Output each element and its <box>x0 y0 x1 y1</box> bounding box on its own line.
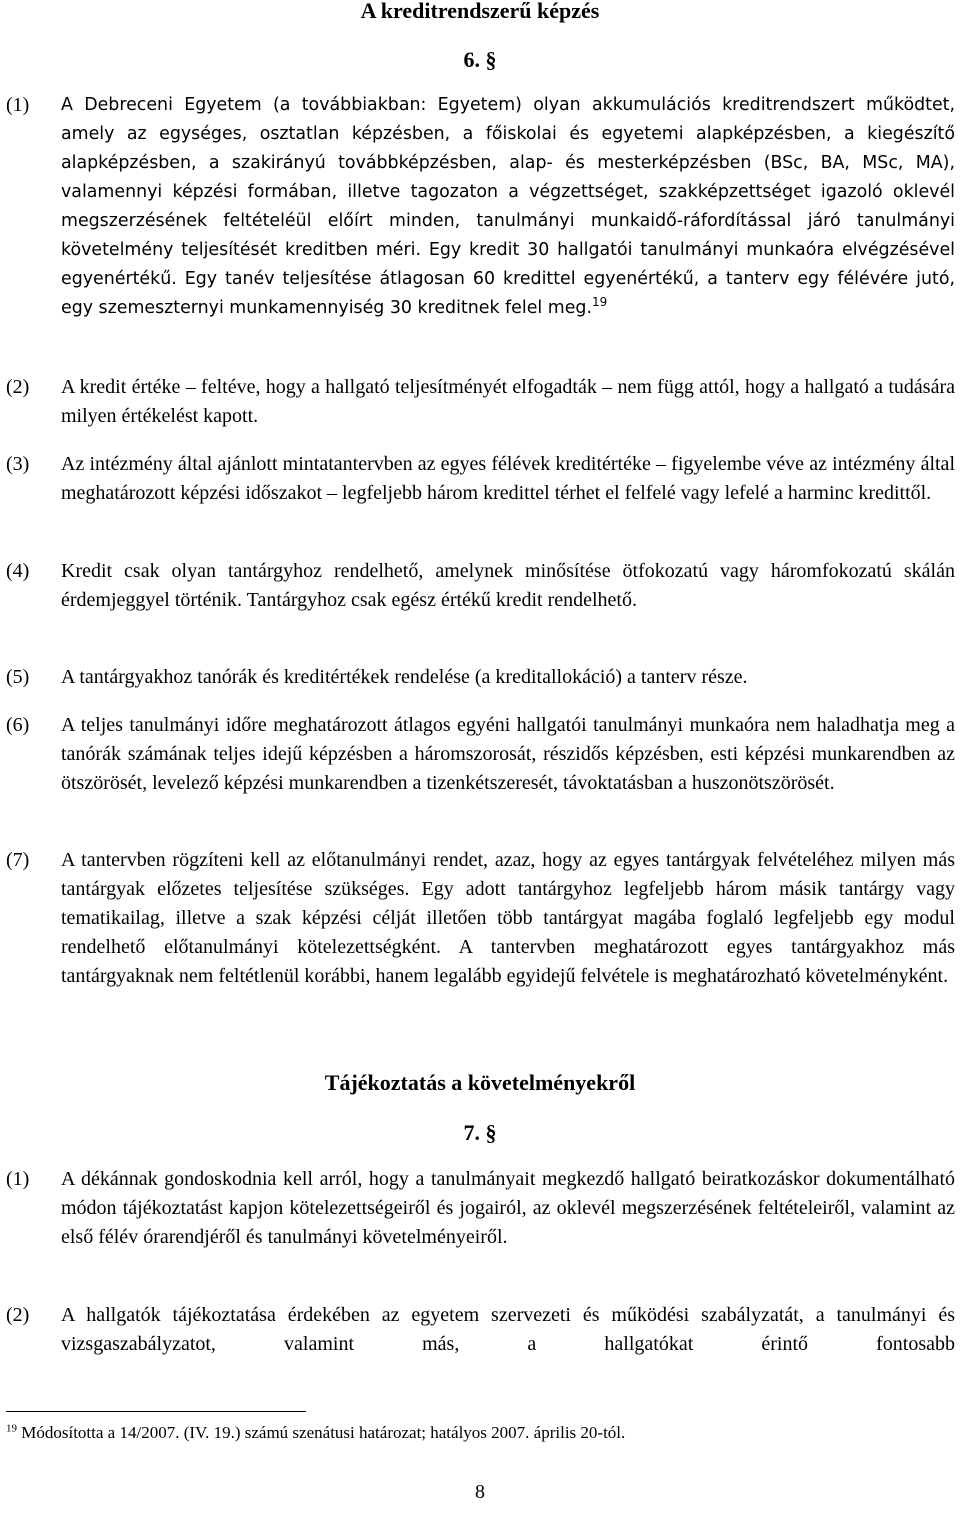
section-7-label: 7. § <box>463 1120 497 1145</box>
paragraph-number: (3) <box>6 453 30 475</box>
paragraph-number: (2) <box>6 376 30 398</box>
section-7-heading: Tájékoztatás a követelményekről <box>324 1070 636 1095</box>
paragraph-text: A teljes tanulmányi időre meghatározott átlagos egyéni hallgatói tanulmányi munkaóra nem haladhatja meg a tanórák számának teljes idejű képzésben a háromszorosát, részidős képzésben, esti képzési munkarendben az ötszörösét, levelező képzési munkarendben a tizenkétszeresét, távoktatásban a huszonötszörösét. <box>61 714 955 794</box>
paragraph-text <box>61 91 955 323</box>
paragraph-number: (5) <box>6 666 30 688</box>
paragraph-text: Az intézmény által ajánlott mintatantervben az egyes félévek kreditértéke – figyelembe véve az intézmény által meghatározott képzési időszakot – legfeljebb három kredittel térhet el felfelé vagy lefelé a harminc kredittől. <box>61 453 955 504</box>
paragraph-text: A hallgatók tájékoztatása érdekében az egyetem szervezeti és működési szabályzatát, a tanulmányi és vizsgaszabályzatot, valamint más, a hallgatókat érintő fontosabb <box>61 1304 955 1355</box>
page-number: 8 <box>475 1481 485 1503</box>
section-6-label: 6. § <box>463 47 497 72</box>
paragraph-number: (6) <box>6 714 30 736</box>
paragraph-number: (4) <box>6 560 30 582</box>
footnote-mark: 19 <box>6 1422 17 1435</box>
paragraph-body: A Debreceni Egyetem (a továbbiakban: Egyetem) olyan akkumulációs kreditrendszert működtet, amely az egységes, osztatlan képzésben, a főiskolai és egyetemi alapképzésben, a kiegészítő alapképzésben, a szakirányú továbbképzésben, alap- és mesterképzésben (BSc, BA, MSc, MA), valamennyi képzési formában, illetve tagozaton a végzettséget, szakképzettséget igazoló oklevél megszerzésének feltételéül előírt minden, tanulmányi munkaidő-ráfordítással járó tanulmányi követelmény teljesítését kreditben méri. Egy kredit 30 hallgatói tanulmányi munkaóra elvégzésével egyenértékű. Egy tanév teljesítése átlagosan 60 kredittel egyenértékű, a tanterv egy félévére jutó, egy szemeszternyi munkamennyiség 30 kreditnek felel meg. <box>61 95 955 318</box>
paragraph-number: (7) <box>6 849 30 871</box>
paragraph-text: A tantárgyakhoz tanórák és kreditértékek rendelése (a kreditallokáció) a tanterv része. <box>61 666 748 688</box>
paragraph-text: A kredit értéke – feltéve, hogy a hallgató teljesítményét elfogadták – nem függ attól, hogy a hallgató a tudására milyen értékelést kapott. <box>61 376 955 427</box>
paragraph-text: A dékánnak gondoskodnia kell arról, hogy a tanulmányait megkezdő hallgató beiratkozáskor dokumentálható módon tájékoztatást kapjon kötelezettségeiről és jogairól, az oklevél megszerzésének feltételeiről, valamint az első félév órarendjéről és tanulmányi követelményeiről. <box>61 1168 955 1248</box>
paragraph-number: (1) <box>6 94 30 116</box>
paragraph-number: (1) <box>6 1168 30 1190</box>
paragraph-text: Kredit csak olyan tantárgyhoz rendelhető, amelynek minősítése ötfokozatú vagy háromfokozatú skálán érdemjeggyel történik. Tantárgyhoz csak egész értékű kredit rendelhető. <box>61 560 955 611</box>
footnote-divider <box>6 1411 306 1412</box>
paragraph-text: A tantervben rögzíteni kell az előtanulmányi rendet, azaz, hogy az egyes tantárgyak felvételéhez milyen más tantárgyak előzetes teljesítése szükséges. Egy adott tantárgyhoz legfeljebb három másik tantárgy vagy tematikailag, illetve a szak képzési célját illetően több tantárgyat magába foglaló legfeljebb egy modul rendelhető előtanulmányi kötelezettségként. A tantervben meghatározott egyes tantárgyakhoz más tantárgyaknak nem feltétlenül korábbi, hanem legalább egyidejű felvétele is meghatározható követelményként. <box>61 849 955 987</box>
footnote-text: Módosította a 14/2007. (IV. 19.) számú szenátusi határozat; hatályos 2007. április 20-tól. <box>21 1423 626 1442</box>
footnote-reference: 19 <box>591 295 608 310</box>
footnote <box>6 1421 946 1445</box>
paragraph-number: (2) <box>6 1304 30 1326</box>
document-title: A kreditrendszerű képzés <box>360 0 600 23</box>
